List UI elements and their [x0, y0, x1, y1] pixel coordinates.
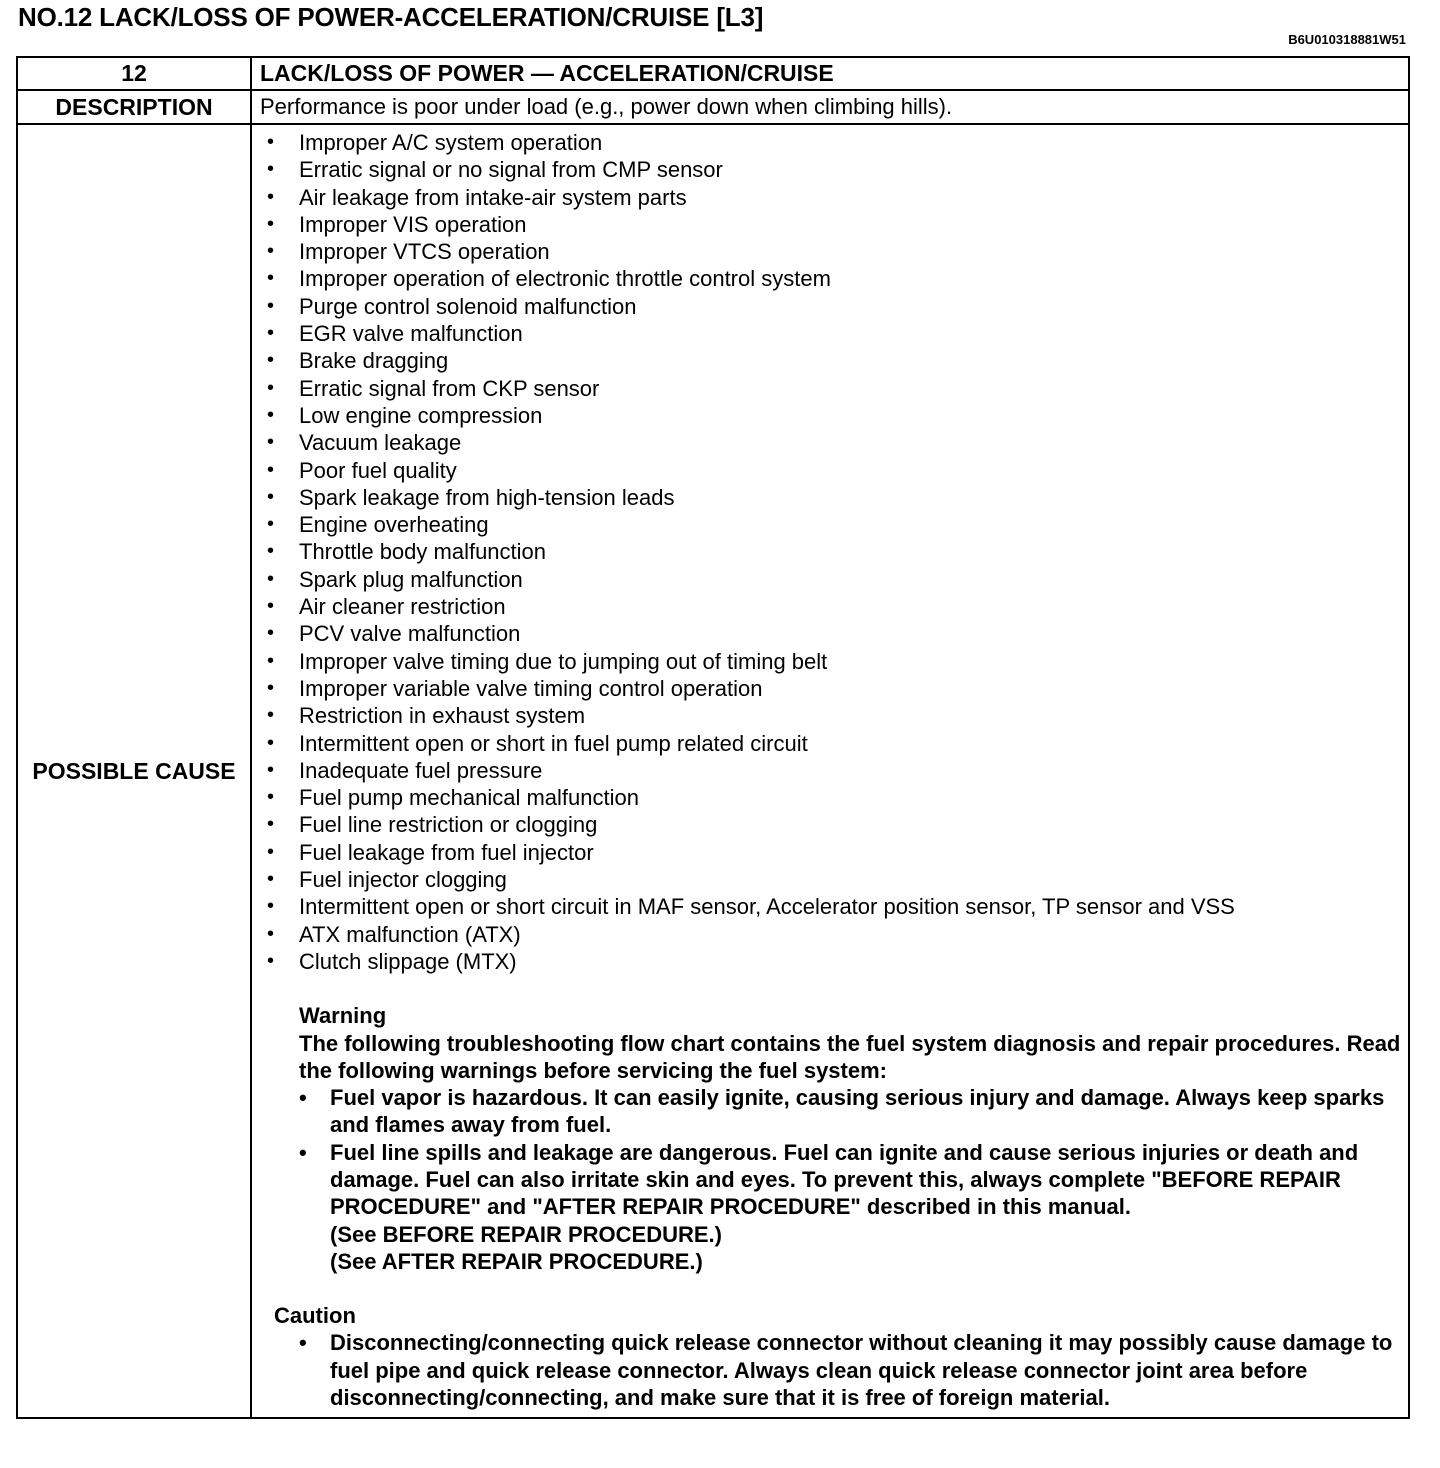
cause-item: • Brake dragging — [266, 347, 1402, 374]
cause-item: • Air leakage from intake-air system parts — [266, 184, 1402, 211]
warning-item-text: Fuel line spills and leakage are dangerous. Fuel can ignite and cause serious injuries or death and damage. Fuel can also irritate skin and eyes. To prevent this, always complete "BEFORE REPAIR PROCEDURE" and "AFTER REPAIR PROCEDURE" described in this manual. — [330, 1139, 1359, 1220]
cause-item: • Improper A/C system operation — [266, 129, 1402, 156]
cause-item: • Fuel injector clogging — [266, 866, 1402, 893]
troubleshooting-number: 12 — [17, 57, 251, 90]
cause-item: • Intermittent open or short in fuel pump related circuit — [266, 730, 1402, 757]
cause-item: • Fuel pump mechanical malfunction — [266, 784, 1402, 811]
caution-item: • Disconnecting/connecting quick release connector without cleaning it may possibly cause damage to fuel pipe and quick release connector. Always clean quick release connector joint area before disconnecting/connecting, and make sure that it is free of foreign material. — [299, 1329, 1402, 1411]
cause-item: • Low engine compression — [266, 402, 1402, 429]
description-label: DESCRIPTION — [17, 90, 251, 124]
possible-cause-content — [251, 124, 1409, 1418]
warning-list — [299, 1084, 1402, 1275]
cause-item: • Improper operation of electronic throttle control system — [266, 265, 1402, 292]
document-code: B6U010318881W51 — [1288, 32, 1406, 47]
cause-item: • Fuel leakage from fuel injector — [266, 839, 1402, 866]
warning-item: • Fuel vapor is hazardous. It can easily ignite, causing serious injury and damage. Always keep sparks and flames away from fuel. — [299, 1084, 1402, 1139]
cause-list — [266, 129, 1402, 975]
cause-item: • Improper VIS operation — [266, 211, 1402, 238]
cause-item: • Improper valve timing due to jumping out of timing belt — [266, 648, 1402, 675]
cause-item: • PCV valve malfunction — [266, 620, 1402, 647]
cause-item: • Engine overheating — [266, 511, 1402, 538]
cause-item: • Poor fuel quality — [266, 457, 1402, 484]
page-title: NO.12 LACK/LOSS OF POWER-ACCELERATION/CRUISE [L3] — [18, 2, 764, 32]
possible-cause-row — [17, 124, 1409, 1418]
description-row — [17, 90, 1409, 124]
cause-item: • Improper variable valve timing control operation — [266, 675, 1402, 702]
cause-item: • Purge control solenoid malfunction — [266, 293, 1402, 320]
header-row — [17, 57, 1409, 90]
cause-item: • Erratic signal from CKP sensor — [266, 375, 1402, 402]
cause-item: • Spark leakage from high-tension leads — [266, 484, 1402, 511]
warning-intro: The following troubleshooting flow chart contains the fuel system diagnosis and repair procedures. Read the following warnings before servicing the fuel system: — [299, 1030, 1401, 1083]
cause-item: • Spark plug malfunction — [266, 566, 1402, 593]
cause-item: • Clutch slippage (MTX) — [266, 948, 1402, 975]
description-text: Performance is poor under load (e.g., power down when climbing hills). — [251, 90, 1409, 124]
troubleshooting-table — [16, 56, 1410, 1419]
cause-item: • Vacuum leakage — [266, 429, 1402, 456]
cause-item: • Throttle body malfunction — [266, 538, 1402, 565]
warning-heading: Warning — [299, 1003, 387, 1029]
possible-cause-label: POSSIBLE CAUSE — [17, 124, 251, 1418]
cause-item: • Fuel line restriction or clogging — [266, 811, 1402, 838]
cause-item: • EGR valve malfunction — [266, 320, 1402, 347]
see-before-repair-link[interactable]: (See BEFORE REPAIR PROCEDURE.) — [330, 1221, 722, 1247]
caution-heading: Caution — [274, 1303, 356, 1329]
cause-item: • Erratic signal or no signal from CMP sensor — [266, 156, 1402, 183]
cause-item: • Restriction in exhaust system — [266, 702, 1402, 729]
cause-item: • Intermittent open or short circuit in MAF sensor, Accelerator position sensor, TP sensor and VSS — [266, 893, 1402, 920]
cause-item: • ATX malfunction (ATX) — [266, 921, 1402, 948]
cause-item: • Inadequate fuel pressure — [266, 757, 1402, 784]
caution-list — [299, 1329, 1402, 1411]
see-after-repair-link[interactable]: (See AFTER REPAIR PROCEDURE.) — [330, 1248, 703, 1274]
cause-item: • Improper VTCS operation — [266, 238, 1402, 265]
cause-item: • Air cleaner restriction — [266, 593, 1402, 620]
symptom-title: LACK/LOSS OF POWER — ACCELERATION/CRUISE — [251, 57, 1409, 90]
warning-item — [299, 1139, 1402, 1275]
